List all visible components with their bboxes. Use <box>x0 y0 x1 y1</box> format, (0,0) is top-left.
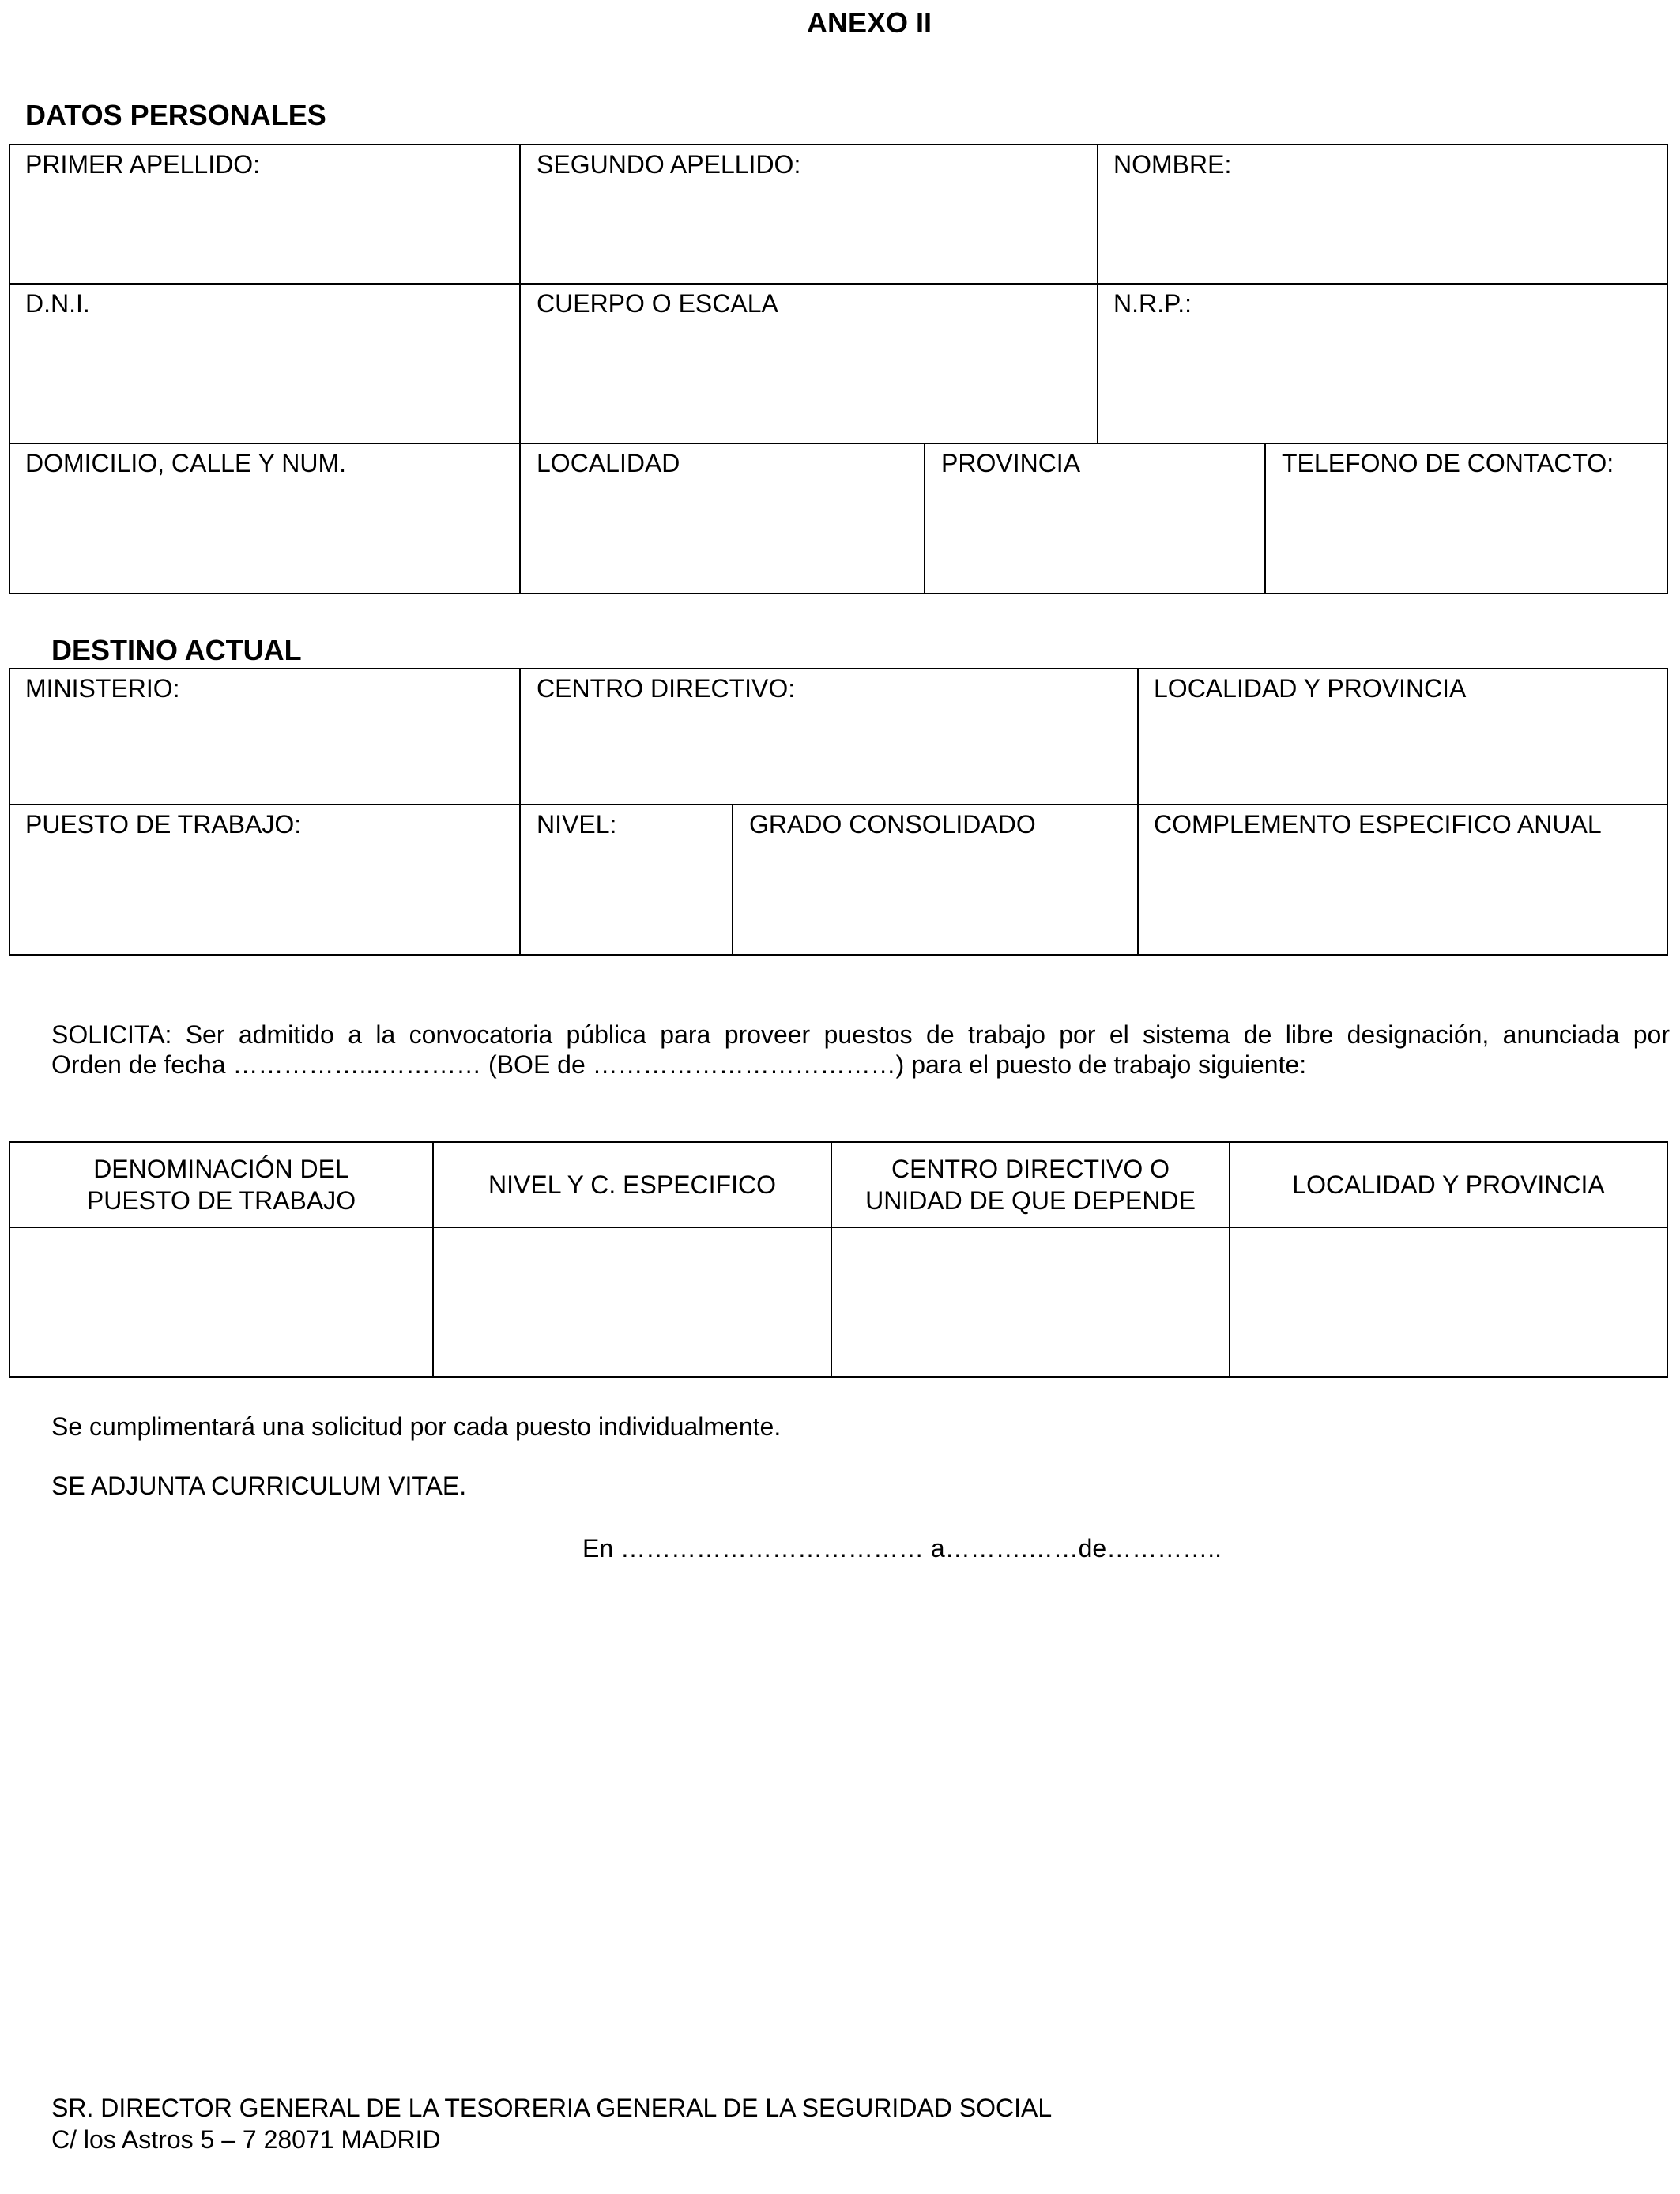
header-nivel-especifico: NIVEL Y C. ESPECIFICO <box>488 1171 776 1199</box>
field-nombre: NOMBRE: <box>1113 150 1232 179</box>
field-provincia: PROVINCIA <box>941 449 1081 477</box>
solicita-line-2: Orden de fecha ……………...………… (BOE de ………………………………) para el puesto de trabajo siguiente: <box>51 1050 1307 1079</box>
header-centro-directivo: CENTRO DIRECTIVO O UNIDAD DE QUE DEPENDE <box>865 1155 1196 1215</box>
field-primer-apellido: PRIMER APELLIDO: <box>25 150 260 179</box>
field-cuerpo-escala: CUERPO O ESCALA <box>537 289 778 318</box>
field-domicilio: DOMICILIO, CALLE Y NUM. <box>25 449 347 477</box>
field-nrp: N.R.P.: <box>1113 289 1192 318</box>
section-heading-datos-personales: DATOS PERSONALES <box>25 99 326 131</box>
field-localidad-provincia: LOCALIDAD Y PROVINCIA <box>1154 674 1467 703</box>
field-dni: D.N.I. <box>25 289 90 318</box>
note-one-per-post: Se cumplimentará una solicitud por cada puesto individualmente. <box>51 1412 782 1441</box>
cell-nivel-especifico[interactable] <box>434 1228 831 1376</box>
cell-denominacion[interactable] <box>10 1228 432 1376</box>
page-title: ANEXO II <box>806 6 932 39</box>
section-heading-destino-actual: DESTINO ACTUAL <box>51 634 302 666</box>
field-ministerio: MINISTERIO: <box>25 674 180 703</box>
field-puesto-trabajo: PUESTO DE TRABAJO: <box>25 810 302 839</box>
cell-localidad-provincia[interactable] <box>1230 1228 1667 1376</box>
addressee-line-2: C/ los Astros 5 – 7 28071 MADRID <box>51 2125 441 2154</box>
note-attach-cv: SE ADJUNTA CURRICULUM VITAE. <box>51 1472 467 1500</box>
field-centro-directivo: CENTRO DIRECTIVO: <box>537 674 796 703</box>
addressee-line-1: SR. DIRECTOR GENERAL DE LA TESORERIA GENERAL DE LA SEGURIDAD SOCIAL <box>51 2094 1053 2122</box>
field-segundo-apellido: SEGUNDO APELLIDO: <box>537 150 801 179</box>
date-line: En ……………………………… a……….……de………….. <box>582 1534 1222 1563</box>
field-localidad: LOCALIDAD <box>537 449 680 477</box>
field-nivel: NIVEL: <box>537 810 617 839</box>
header-denominacion: DENOMINACIÓN DEL PUESTO DE TRABAJO <box>86 1155 356 1215</box>
header-localidad-provincia: LOCALIDAD Y PROVINCIA <box>1292 1171 1605 1199</box>
field-grado-consolidado: GRADO CONSOLIDADO <box>749 810 1036 839</box>
field-telefono: TELEFONO DE CONTACTO: <box>1282 449 1614 477</box>
field-complemento-especifico: COMPLEMENTO ESPECIFICO ANUAL <box>1154 810 1602 839</box>
solicita-line-1: SOLICITA: Ser admitido a la convocatoria pública para proveer puestos de trabajo por el sistema de libre designación, anunciada por <box>51 1020 1670 1049</box>
cell-centro-directivo[interactable] <box>832 1228 1229 1376</box>
